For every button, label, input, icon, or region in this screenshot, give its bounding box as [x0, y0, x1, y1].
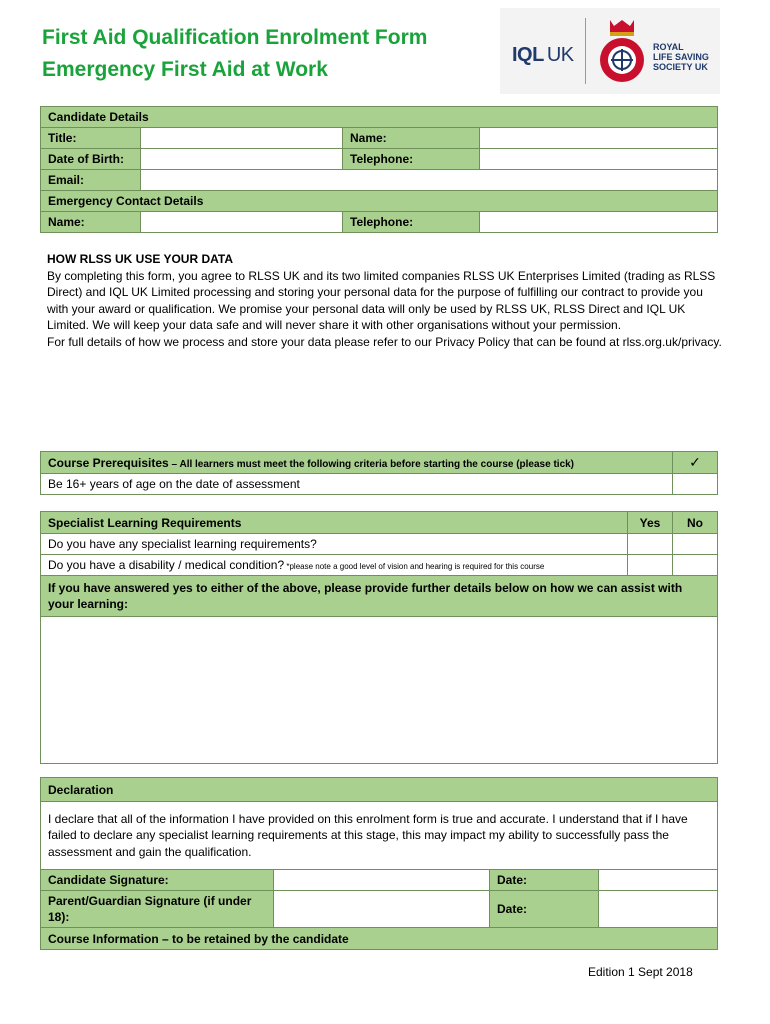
dob-label: Date of Birth:	[41, 149, 141, 170]
telephone-label: Telephone:	[343, 149, 480, 170]
email-field[interactable]	[141, 170, 718, 191]
declaration-header: Declaration	[41, 778, 718, 802]
telephone-field[interactable]	[480, 149, 718, 170]
guardian-signature-label: Parent/Guardian Signature (if under 18):	[41, 891, 274, 928]
name-field[interactable]	[480, 128, 718, 149]
email-label: Email:	[41, 170, 141, 191]
yes-column-header: Yes	[628, 512, 673, 534]
edition-label: Edition 1 Sept 2018	[588, 965, 693, 979]
tick-icon: ✓	[673, 452, 718, 474]
data-usage-heading: HOW RLSS UK USE YOUR DATA	[47, 252, 234, 266]
specialist-no-checkbox[interactable]	[673, 534, 718, 555]
guardian-date-field[interactable]	[599, 891, 718, 928]
data-usage-notice	[47, 251, 727, 351]
further-details-header: If you have answered yes to either of the above, please provide further details below on how we can assist with your learning:	[41, 576, 718, 617]
specialist-requirements-table	[40, 511, 718, 764]
prerequisites-table	[40, 451, 718, 495]
declaration-table	[40, 777, 718, 950]
prerequisite-age-checkbox[interactable]	[673, 474, 718, 495]
disability-no-checkbox[interactable]	[673, 555, 718, 576]
emergency-telephone-label: Telephone:	[343, 212, 480, 233]
emergency-name-field[interactable]	[141, 212, 343, 233]
title-field[interactable]	[141, 128, 343, 149]
specialist-header: Specialist Learning Requirements	[41, 512, 628, 534]
specialist-question: Do you have any specialist learning requirements?	[41, 534, 628, 555]
candidate-signature-field[interactable]	[274, 870, 490, 891]
dob-field[interactable]	[141, 149, 343, 170]
specialist-yes-checkbox[interactable]	[628, 534, 673, 555]
disability-yes-checkbox[interactable]	[628, 555, 673, 576]
rlss-logo-text: ROYAL LIFE SAVING SOCIETY UK	[653, 42, 709, 72]
iql-uk-logo: IQL UK	[512, 44, 574, 66]
no-column-header: No	[673, 512, 718, 534]
logo-area	[500, 8, 720, 94]
emergency-name-label: Name:	[41, 212, 141, 233]
form-subtitle: Emergency First Aid at Work	[42, 58, 328, 81]
guardian-date-label: Date:	[490, 891, 599, 928]
privacy-policy-paragraph: For full details of how we process and store your data please refer to our Privacy Policy that can be found at rlss.org.uk/privacy.	[47, 334, 722, 349]
candidate-date-field[interactable]	[599, 870, 718, 891]
declaration-text: I declare that all of the information I have provided on this enrolment form is true and accurate. I understand that if I have failed to declare any specialist learning requirements at this stage, this may impact my ability to successfully pass the assessment and gain the qualification.	[41, 802, 718, 870]
candidate-details-table	[40, 106, 718, 233]
title-label: Title:	[41, 128, 141, 149]
emergency-telephone-field[interactable]	[480, 212, 718, 233]
disability-question: Do you have a disability / medical condition? *please note a good level of vision and hearing is required for this course	[41, 555, 628, 576]
emergency-contact-header: Emergency Contact Details	[41, 191, 718, 212]
candidate-date-label: Date:	[490, 870, 599, 891]
course-information-header: Course Information – to be retained by the candidate	[41, 928, 718, 950]
data-usage-paragraph: By completing this form, you agree to RLSS UK and its two limited companies RLSS UK Enterprises Limited (trading as RLSS Direct) and IQL UK Limited processing and storing your personal data for the purpose of fulfilling our contract to provide you with your award or qualification. We promise your personal data will only be used by RLSS UK, RLSS Direct and IQL UK Limited. We will keep your data safe and will never share it with other organisations without your permission.	[47, 268, 716, 333]
rlss-crest-icon	[596, 16, 648, 88]
prerequisites-header: Course Prerequisites – All learners must meet the following criteria before starting the course (please tick)	[41, 452, 673, 474]
further-details-field[interactable]	[41, 617, 718, 764]
logo-divider	[585, 18, 586, 84]
form-title: First Aid Qualification Enrolment Form	[42, 26, 428, 49]
candidate-details-header: Candidate Details	[41, 107, 718, 128]
candidate-signature-label: Candidate Signature:	[41, 870, 274, 891]
guardian-signature-field[interactable]	[274, 891, 490, 928]
prerequisite-age: Be 16+ years of age on the date of assessment	[41, 474, 673, 495]
name-label: Name:	[343, 128, 480, 149]
